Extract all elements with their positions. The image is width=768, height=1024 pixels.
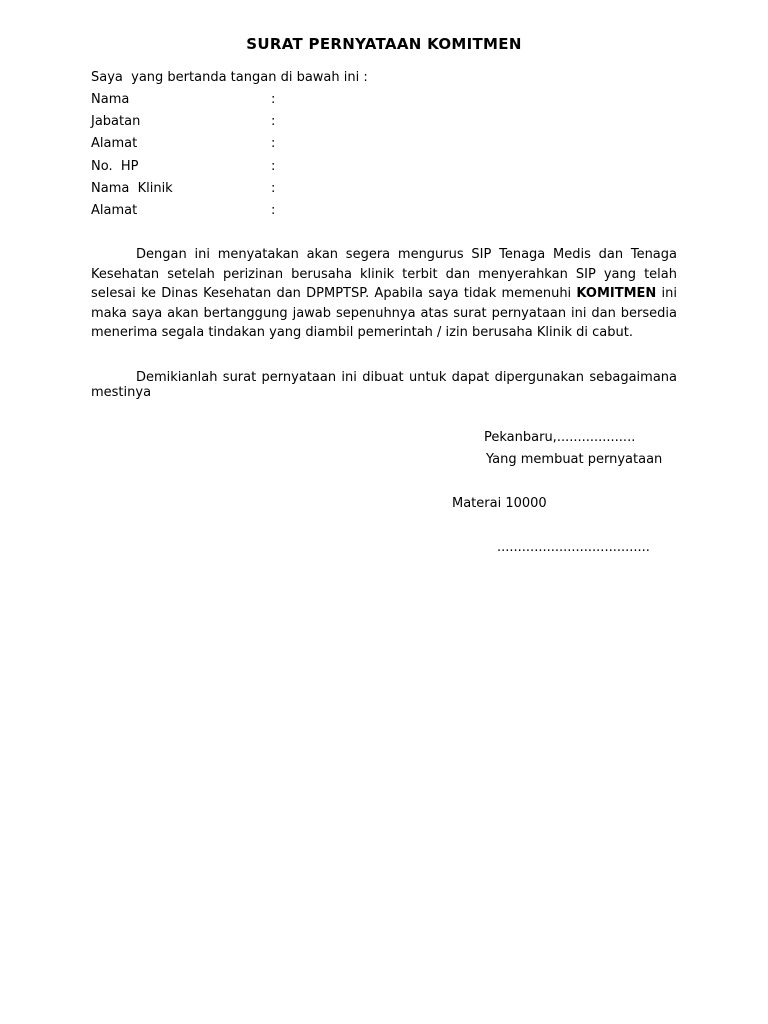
stamp-placeholder: Materai 10000 (452, 496, 547, 511)
field-label: Alamat (91, 202, 138, 218)
field-label: Jabatan (91, 114, 141, 130)
closing-paragraph: Demikianlah surat pernyataan ini dibuat untuk dapat dipergunakan sebagaimana mestinya (91, 370, 677, 400)
intro-text: Saya yang bertanda tangan di bawah ini : (91, 70, 368, 85)
field-label: Alamat (91, 136, 138, 152)
field-colon: : (271, 202, 276, 218)
field-label: Nama Klinik (91, 180, 173, 196)
field-label: No. HP (91, 158, 139, 174)
commitment-paragraph (91, 245, 677, 343)
komitmen-keyword: KOMITMEN (576, 286, 657, 302)
field-colon: : (271, 180, 276, 196)
field-colon: : (271, 158, 276, 174)
document-title: SURAT PERNYATAAN KOMITMEN (246, 35, 522, 53)
field-label: Nama (91, 92, 130, 107)
paragraph-text-end: ini maka saya akan bertanggung jawab sepenuhnya atas surat pernyataan ini dan bersedia menerima segala tindakan yang diambil pemerintah / izin berusaha Klinik di cabut. (91, 286, 677, 341)
place-date: Pekanbaru,................... (484, 430, 636, 445)
field-colon: : (271, 92, 276, 107)
field-colon: : (271, 114, 276, 130)
signature-line: ..................................... (497, 540, 650, 555)
field-colon: : (271, 136, 276, 152)
paragraph-text-start: Dengan ini menyatakan akan segera mengurus SIP Tenaga Medis dan Tenaga Kesehatan setelah perizinan berusaha klinik terbit dan menyerahkan SIP yang telah selesai ke Dinas Kesehatan dan DPMPTSP. Apabila saya tidak memenuhi (91, 247, 677, 302)
maker-label: Yang membuat pernyataan (486, 452, 663, 467)
